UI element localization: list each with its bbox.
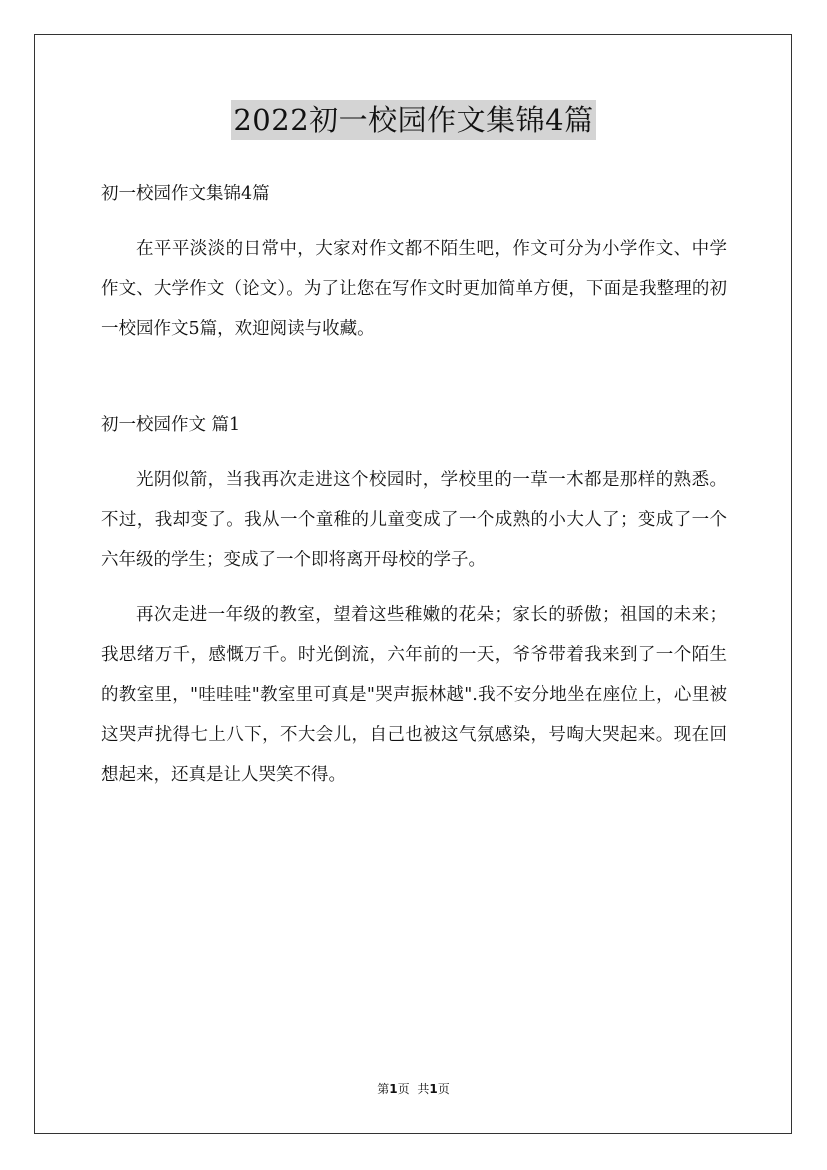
section-spacer: [101, 349, 727, 405]
total-prefix: 共: [417, 1082, 430, 1096]
document-subtitle: 初一校园作文集锦4篇: [101, 184, 270, 204]
section-heading: 初一校园作文 篇1: [101, 415, 241, 435]
body-paragraph: 光阴似箭，当我再次走进这个校园时，学校里的一草一木都是那样的熟悉。不过，我却变了。我从一个童稚的儿童变成了一个成熟的小大人了；变成了一个六年级的学生；变成了一个即将离开母校的学子。: [101, 470, 727, 570]
page-number: 1: [389, 1082, 398, 1096]
page-prefix: 第: [377, 1082, 390, 1096]
document-title: 2022初一校园作文集锦4篇: [231, 100, 595, 140]
total-pages: 1: [429, 1082, 438, 1096]
document-body: [101, 174, 727, 795]
title-container: [0, 100, 827, 140]
body-paragraph: 再次走进一年级的教室，望着这些稚嫩的花朵；家长的骄傲；祖国的未来；我思绪万千，感慨万千。时光倒流，六年前的一天，爷爷带着我来到了一个陌生的教室里，"哇哇哇"教室里可真是"哭声振林越".我不安分地坐在座位上，心里被这哭声扰得七上八下，不大会儿，自己也被这气氛感染，号啕大哭起来。现在回想起来，还真是让人哭笑不得。: [101, 605, 727, 785]
total-suffix: 页: [437, 1082, 450, 1096]
page-footer: [0, 1080, 827, 1097]
page-suffix: 页: [397, 1082, 410, 1096]
intro-paragraph: 在平平淡淡的日常中，大家对作文都不陌生吧，作文可分为小学作文、中学作文、大学作文（论文）。为了让您在写作文时更加简单方便，下面是我整理的初一校园作文5篇，欢迎阅读与收藏。: [101, 239, 727, 339]
